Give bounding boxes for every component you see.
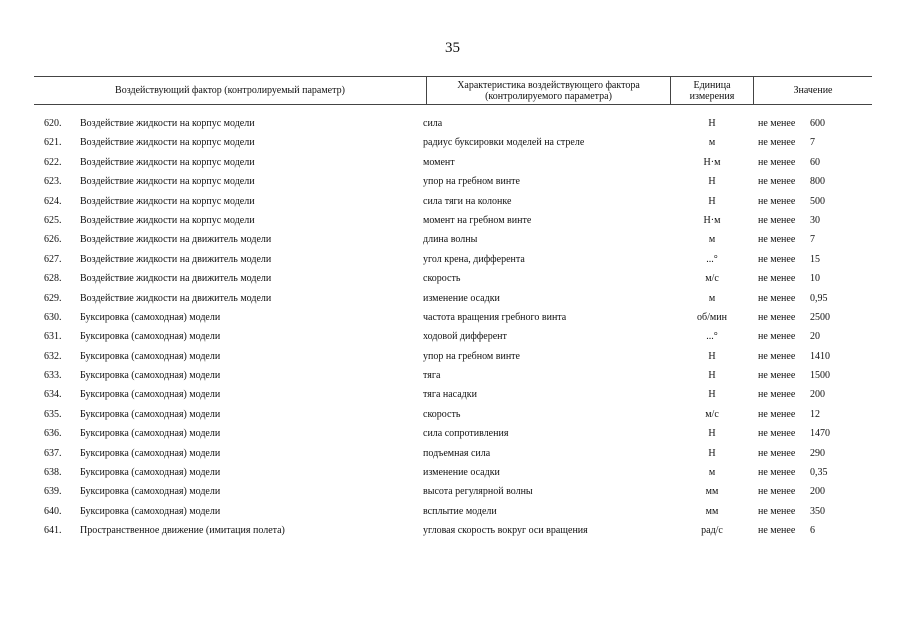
row-characteristic: угол крена, дифферента xyxy=(423,253,525,265)
row-qualifier: не менее xyxy=(758,118,796,129)
row-factor: Воздействие жидкости на корпус модели xyxy=(80,214,255,226)
row-number: 624. xyxy=(44,195,62,207)
row-factor: Буксировка (самоходная) модели xyxy=(80,331,221,343)
row-number: 626. xyxy=(44,234,62,246)
page-number: 35 xyxy=(445,40,460,56)
header-characteristic-line1: Характеристика воздействующего фактора xyxy=(457,79,640,91)
row-factor: Воздействие жидкости на движитель модели xyxy=(80,273,272,285)
row-unit: Н xyxy=(708,195,716,207)
row-value: 0,35 xyxy=(810,467,828,479)
row-factor: Воздействие жидкости на движитель модели xyxy=(80,234,272,246)
row-factor: Буксировка (самоходная) модели xyxy=(80,350,221,362)
row-qualifier: не менее xyxy=(758,350,796,362)
row-value: 2500 xyxy=(810,311,830,323)
row-factor: Буксировка (самоходная) модели xyxy=(80,447,221,459)
header-unit xyxy=(671,77,753,104)
row-value: 6 xyxy=(810,525,815,537)
row-qualifier: не менее xyxy=(758,195,796,207)
table-row xyxy=(0,366,905,385)
row-value: 600 xyxy=(810,118,825,129)
table-row xyxy=(0,230,905,249)
header-value xyxy=(754,77,872,104)
row-qualifier: не менее xyxy=(758,214,796,226)
row-characteristic: момент xyxy=(423,156,455,168)
row-unit: рад/с xyxy=(701,525,723,537)
table-row xyxy=(0,308,905,327)
table-row xyxy=(0,385,905,404)
row-factor: Буксировка (самоходная) модели xyxy=(80,428,221,440)
row-characteristic: тяга насадки xyxy=(423,389,477,401)
row-value: 200 xyxy=(810,486,825,498)
row-factor: Буксировка (самоходная) модели xyxy=(80,408,221,420)
row-unit: Н xyxy=(708,428,716,440)
row-factor: Воздействие жидкости на корпус модели xyxy=(80,176,255,188)
row-characteristic: момент на гребном винте xyxy=(423,214,532,226)
row-factor: Воздействие жидкости на корпус модели xyxy=(80,156,255,168)
row-characteristic: частота вращения гребного винта xyxy=(423,311,567,323)
row-characteristic: подъемная сила xyxy=(423,447,491,459)
row-characteristic: упор на гребном винте xyxy=(423,176,520,188)
row-characteristic: упор на гребном винте xyxy=(423,350,520,362)
row-unit: ...° xyxy=(706,253,718,265)
row-number: 622. xyxy=(44,156,62,168)
row-factor: Воздействие жидкости на корпус модели xyxy=(80,195,255,207)
row-characteristic: изменение осадки xyxy=(423,292,500,304)
row-number: 635. xyxy=(44,408,62,420)
table-row xyxy=(0,327,905,346)
row-factor: Воздействие жидкости на корпус модели xyxy=(80,137,255,149)
header-value-label: Значение xyxy=(793,85,833,96)
header-characteristic xyxy=(427,77,670,104)
row-value: 7 xyxy=(810,234,815,246)
row-value: 1470 xyxy=(810,428,830,440)
table-row xyxy=(0,463,905,482)
row-unit: м/с xyxy=(705,273,719,285)
row-unit: Н xyxy=(708,370,716,382)
row-qualifier: не менее xyxy=(758,331,796,343)
table-row xyxy=(0,347,905,366)
row-number: 621. xyxy=(44,137,62,149)
row-factor: Воздействие жидкости на корпус модели xyxy=(80,118,255,129)
row-unit: Н xyxy=(708,118,716,129)
row-number: 634. xyxy=(44,389,62,401)
row-qualifier: не менее xyxy=(758,370,796,382)
row-value: 350 xyxy=(810,505,825,517)
table-row xyxy=(0,172,905,191)
header-unit-line1: Единица xyxy=(693,79,731,91)
row-qualifier: не менее xyxy=(758,525,796,537)
row-number: 633. xyxy=(44,370,62,382)
row-characteristic: скорость xyxy=(423,273,461,285)
row-qualifier: не менее xyxy=(758,137,796,149)
row-number: 630. xyxy=(44,311,62,323)
row-unit: Н xyxy=(708,176,716,188)
row-characteristic: сила сопротивления xyxy=(423,428,509,440)
row-unit: Н xyxy=(708,350,716,362)
table-row xyxy=(0,289,905,308)
row-factor: Буксировка (самоходная) модели xyxy=(80,486,221,498)
row-number: 640. xyxy=(44,505,62,517)
row-characteristic: длина волны xyxy=(423,234,478,246)
row-characteristic: ходовой дифферент xyxy=(423,331,507,343)
row-unit: мм xyxy=(705,486,719,498)
row-characteristic: всплытие модели xyxy=(423,505,497,517)
row-qualifier: не менее xyxy=(758,505,796,517)
row-characteristic: скорость xyxy=(423,408,461,420)
row-unit: Н·м xyxy=(703,156,721,168)
row-qualifier: не менее xyxy=(758,156,796,168)
table-row xyxy=(0,269,905,288)
row-number: 632. xyxy=(44,350,62,362)
row-qualifier: не менее xyxy=(758,408,796,420)
header-factor xyxy=(34,77,426,104)
row-number: 620. xyxy=(44,118,62,129)
row-unit: ...° xyxy=(706,331,718,343)
row-qualifier: не менее xyxy=(758,467,796,479)
table-row xyxy=(0,482,905,501)
row-qualifier: не менее xyxy=(758,292,796,304)
row-characteristic: высота регулярной волны xyxy=(423,486,533,498)
row-number: 627. xyxy=(44,253,62,265)
row-factor: Буксировка (самоходная) модели xyxy=(80,311,221,323)
row-qualifier: не менее xyxy=(758,311,796,323)
row-unit: м xyxy=(708,137,716,149)
header-characteristic-line2: (контролируемого параметра) xyxy=(485,90,612,102)
row-value: 200 xyxy=(810,389,825,401)
row-value: 1410 xyxy=(810,350,830,362)
row-qualifier: не менее xyxy=(758,428,796,440)
row-characteristic: радиус буксировки моделей на стреле xyxy=(423,137,585,149)
table-row xyxy=(0,133,905,152)
row-value: 800 xyxy=(810,176,825,188)
row-number: 629. xyxy=(44,292,62,304)
row-value: 20 xyxy=(810,331,820,343)
row-characteristic: тяга xyxy=(423,370,441,382)
row-qualifier: не менее xyxy=(758,234,796,246)
table-row xyxy=(0,424,905,443)
row-value: 1500 xyxy=(810,370,830,382)
row-qualifier: не менее xyxy=(758,447,796,459)
row-factor: Буксировка (самоходная) модели xyxy=(80,467,221,479)
row-number: 637. xyxy=(44,447,62,459)
row-value: 290 xyxy=(810,447,825,459)
table-row xyxy=(0,521,905,540)
row-unit: Н xyxy=(708,447,716,459)
row-qualifier: не менее xyxy=(758,176,796,188)
row-qualifier: не менее xyxy=(758,389,796,401)
row-number: 638. xyxy=(44,467,62,479)
row-characteristic: сила тяги на колонке xyxy=(423,195,512,207)
table-row xyxy=(0,444,905,463)
row-number: 636. xyxy=(44,428,62,440)
row-factor: Буксировка (самоходная) модели xyxy=(80,505,221,517)
row-characteristic: изменение осадки xyxy=(423,467,500,479)
table-row xyxy=(0,250,905,269)
row-qualifier: не менее xyxy=(758,253,796,265)
row-unit: Н xyxy=(708,389,716,401)
row-number: 623. xyxy=(44,176,62,188)
row-unit: об/мин xyxy=(697,311,727,323)
row-number: 639. xyxy=(44,486,62,498)
row-value: 60 xyxy=(810,156,820,168)
row-value: 500 xyxy=(810,195,825,207)
row-unit: м xyxy=(708,467,716,479)
row-factor: Пространственное движение (имитация полета) xyxy=(80,525,285,537)
row-unit: м xyxy=(708,234,716,246)
table-row xyxy=(0,405,905,424)
table-row xyxy=(0,153,905,172)
row-unit: м/с xyxy=(705,408,719,420)
table-row xyxy=(0,502,905,521)
row-unit: мм xyxy=(705,505,719,517)
table-row xyxy=(0,211,905,230)
table-row xyxy=(0,114,905,133)
row-qualifier: не менее xyxy=(758,486,796,498)
row-value: 7 xyxy=(810,137,815,149)
row-value: 12 xyxy=(810,408,820,420)
table-body xyxy=(0,114,905,541)
row-unit: Н·м xyxy=(703,214,721,226)
table-header-bottom-rule xyxy=(34,104,872,105)
row-factor: Воздействие жидкости на движитель модели xyxy=(80,292,272,304)
row-factor: Буксировка (самоходная) модели xyxy=(80,370,221,382)
row-number: 641. xyxy=(44,525,62,537)
table-row xyxy=(0,192,905,211)
header-unit-line2: измерения xyxy=(689,90,735,102)
row-value: 10 xyxy=(810,273,820,285)
row-characteristic: угловая скорость вокруг оси вращения xyxy=(423,525,588,537)
row-value: 0,95 xyxy=(810,292,828,304)
row-value: 15 xyxy=(810,253,820,265)
row-characteristic: сила xyxy=(423,118,443,129)
row-unit: м xyxy=(708,292,716,304)
header-factor-label: Воздействующий фактор (контролируемый параметр) xyxy=(115,85,345,96)
row-number: 631. xyxy=(44,331,62,343)
row-value: 30 xyxy=(810,214,820,226)
row-factor: Буксировка (самоходная) модели xyxy=(80,389,221,401)
row-number: 628. xyxy=(44,273,62,285)
row-number: 625. xyxy=(44,214,62,226)
row-qualifier: не менее xyxy=(758,273,796,285)
row-factor: Воздействие жидкости на движитель модели xyxy=(80,253,272,265)
